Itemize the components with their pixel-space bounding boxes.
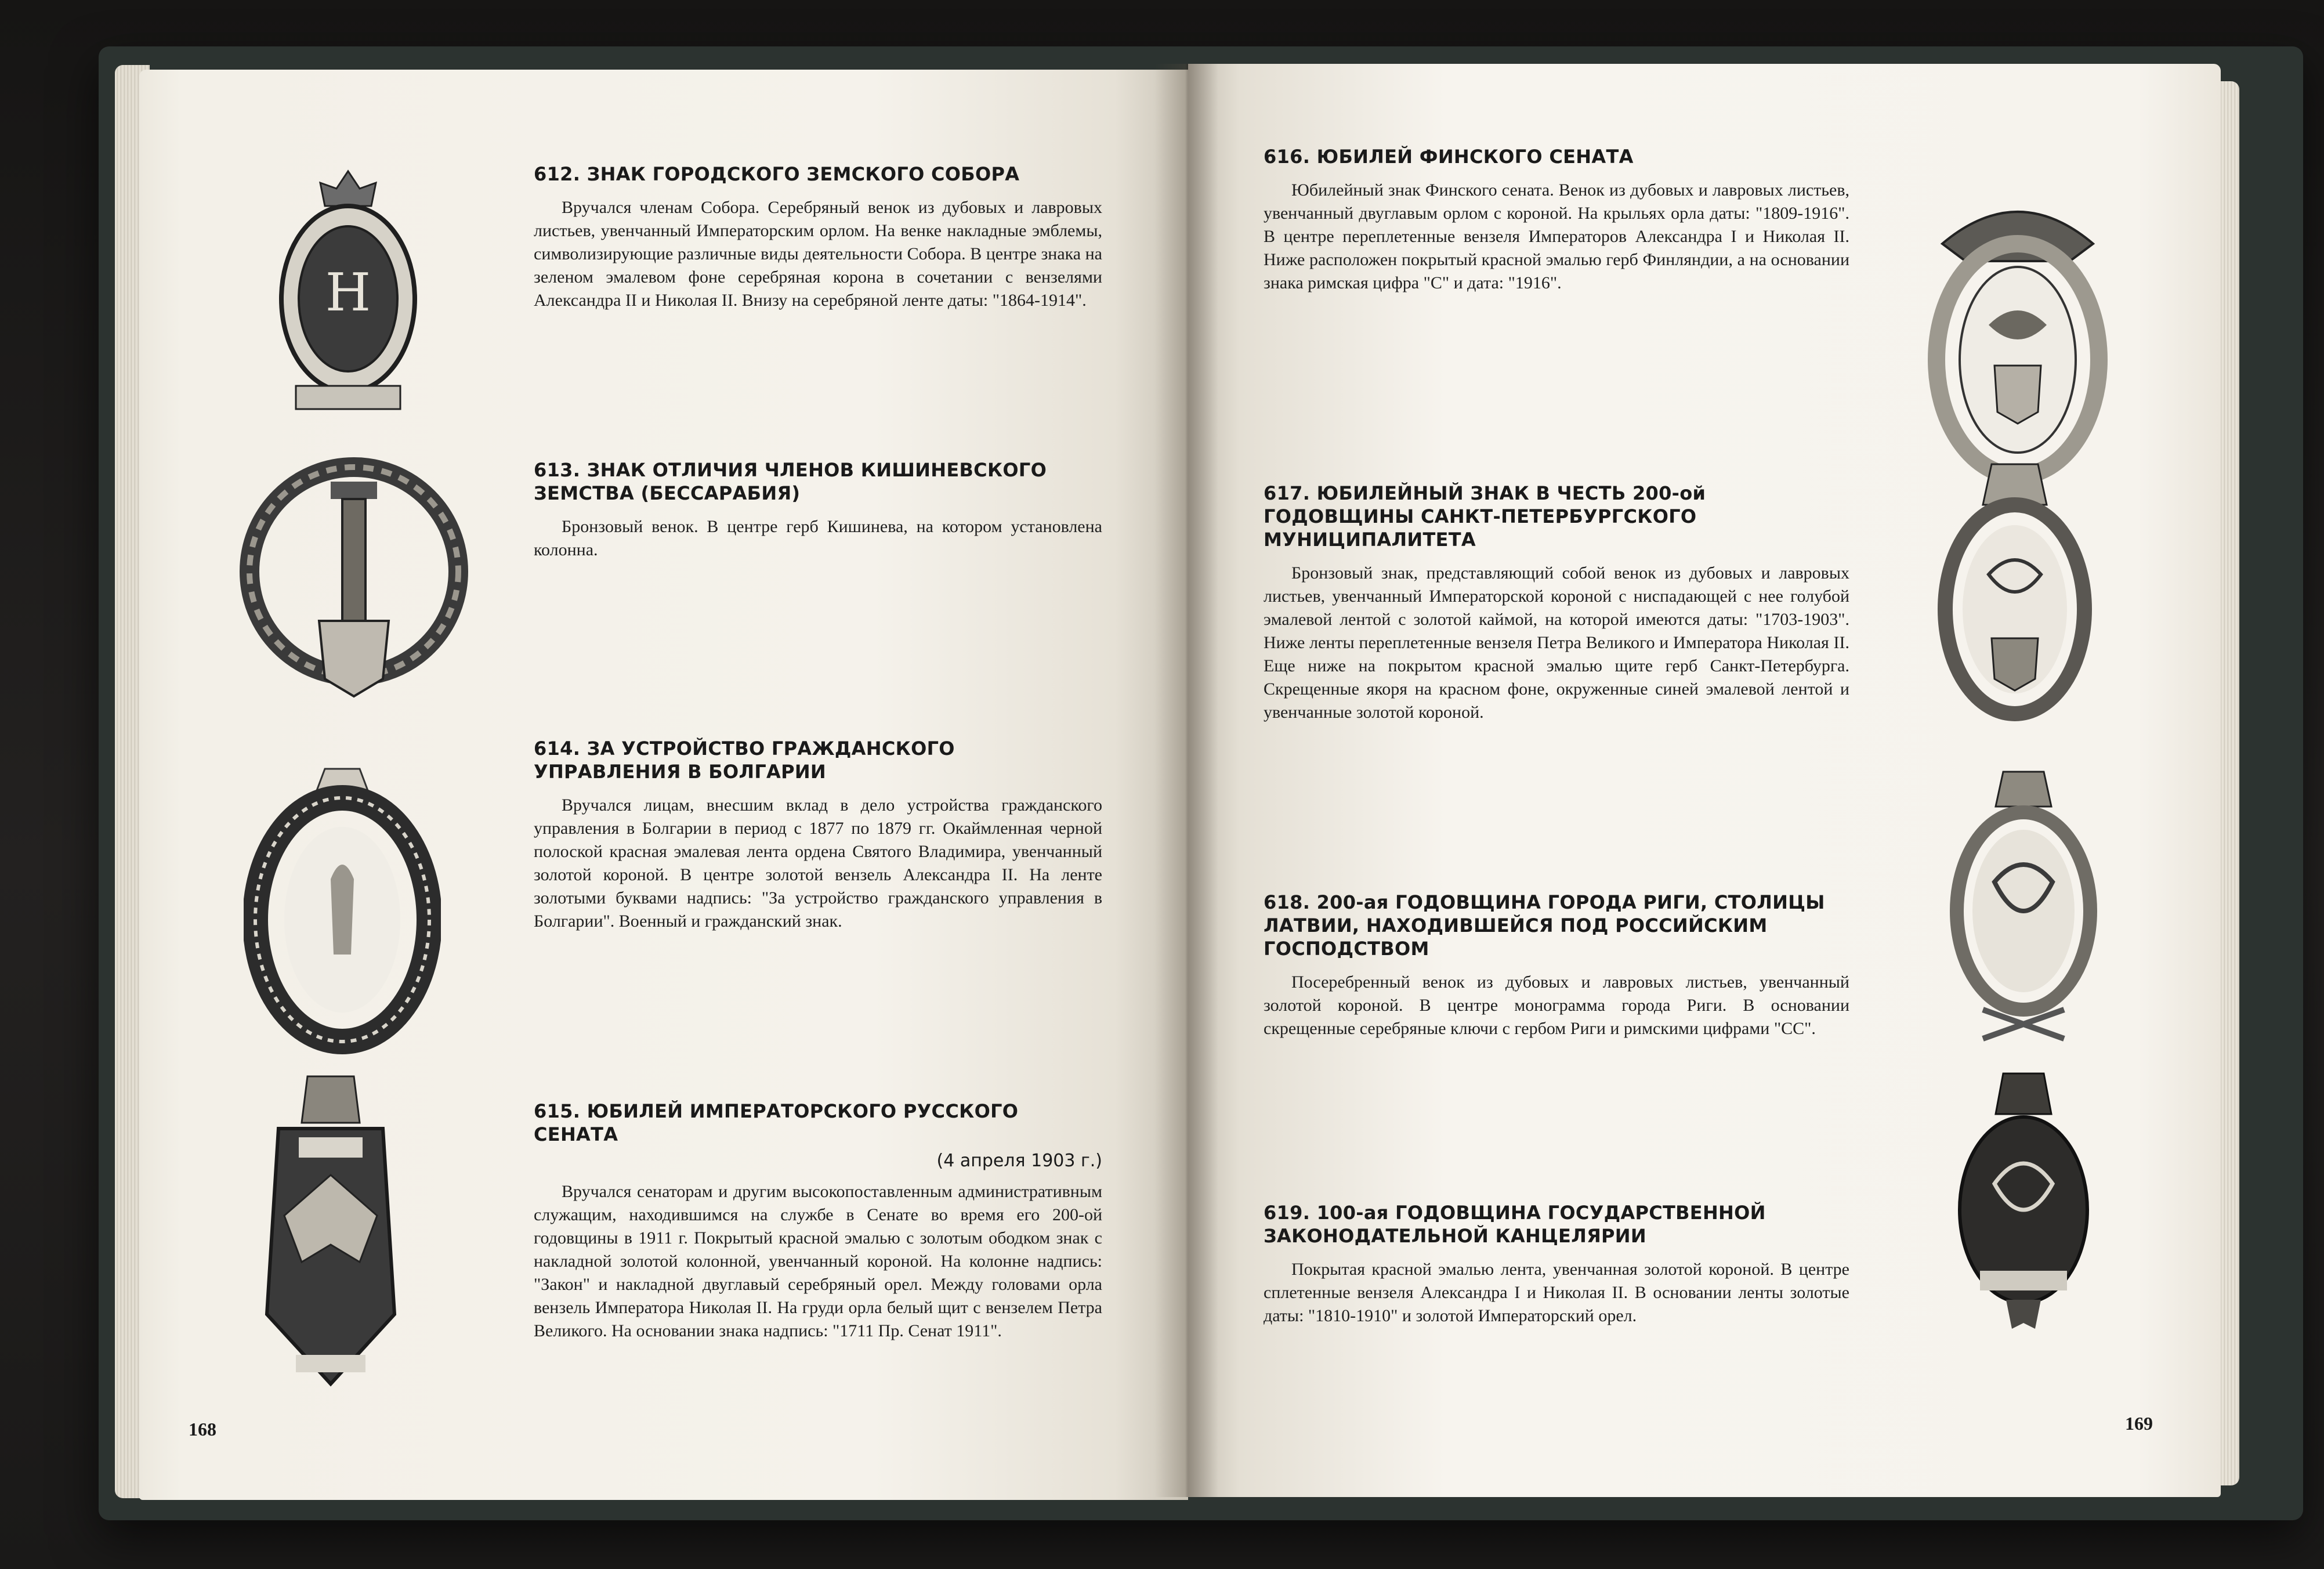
badge-613-image [232,447,476,708]
badge-616-image [1919,191,2116,487]
entry-618-body: Посеребренный венок из дубовых и лавровых листьев, увенчанный золотой короной. В центре монограмма города Риги. В основании скрещенные серебряные ключи с гербом Риги и римскими цифрами "СС". [1264,973,1849,1038]
badge-612-image [273,165,423,421]
badge-619-image [1948,1068,2099,1335]
entry-615 [534,1100,1102,1343]
entry-617-body: Бронзовый знак, представляющий собой венок из дубовых и лавровых листьев, увенчанный Императорской короной с ниспадающей с нее голубой эмалевой лентой с золотой каймой, на которой имеются даты: "1703-1903". Ниже ленты переплетенные вензеля Петра Великого и Императора Николая II. Еще ниже на покрытом красной эмалью щите герб Санкт-Петербурга. Скрещенные якоря на красном фоне, окруженные синей эмалевой лентой и увенчанные золотой короной. [1264,563,1849,722]
left-page [139,70,1188,1500]
entry-614 [534,737,1102,933]
entry-613-title: 613. ЗНАК ОТЛИЧИЯ ЧЛЕНОВ КИШИНЕВСКОГО ЗЕМСТВА (БЕССАРАБИЯ) [534,459,1047,504]
entry-616 [1264,145,1849,295]
entry-614-body: Вручался лицам, внесшим вклад в дело устройства гражданского управления в Болгарии в период с 1877 по 1879 гг. Окаймленная черной полоской красная эмалевая лента ордена Святого Владимира, увенчанный золотой короной. В центре золотой вензель Александра II. На ленте золотыми буквами надпись: "За устройство гражданского управления в Болгарии". Военный и гражданский знак. [534,796,1102,931]
entry-619-title: 619. 100-ая ГОДОВЩИНА ГОСУДАРСТВЕННОЙ ЗАКОНОДАТЕЛЬНОЙ КАНЦЕЛЯРИИ [1264,1202,1766,1247]
badge-615-image [244,1071,418,1396]
entry-612 [534,162,1102,312]
right-page-number: 169 [2125,1413,2153,1434]
entry-619 [1264,1201,1849,1328]
entry-618 [1264,891,1849,1040]
entry-615-subtitle: (4 апреля 1903 г.) [936,1151,1102,1171]
entry-617-title: 617. ЮБИЛЕЙНЫЙ ЗНАК В ЧЕСТЬ 200-ой ГОДОВЩИНЫ САНКТ-ПЕТЕРБУРГСКОГО МУНИЦИПАЛИТЕТА [1264,482,1706,551]
entry-616-body: Юбилейный знак Финского сената. Венок из дубовых и лавровых листьев, увенчанный двуглавым орлом с короной. На крыльях орла даты: "1809-1916". В центре переплетенные вензеля Императоров Александра I и Николая II. Ниже расположен покрытый красной эмалью герб Финляндии, а на основании знака римская цифра "С" и дата: "1916". [1264,180,1849,292]
entry-617 [1264,482,1849,724]
entry-615-title: 615. ЮБИЛЕЙ ИМПЕРАТОРСКОГО РУССКОГО СЕНАТА [534,1100,1019,1145]
entry-612-title: 612. ЗНАК ГОРОДСКОГО ЗЕМСКОГО СОБОРА [534,163,1020,185]
right-page [1188,64,2221,1497]
entry-612-body: Вручался членам Собора. Серебряный венок из дубовых и лавровых листьев, увенчанный Императорским орлом. На венке накладные эмблемы, символизирующие различные виды деятельности Собора. В центре знака на зеленом эмалевом фоне серебряная корона в сочетании с вензелями Александра II и Николая II. Внизу на серебряной ленте даты: "1864-1914". [534,198,1102,310]
entry-616-title: 616. ЮБИЛЕЙ ФИНСКОГО СЕНАТА [1264,146,1634,168]
left-page-number: 168 [189,1419,216,1440]
book-gutter [1154,64,1218,1497]
entry-613-body: Бронзовый венок. В центре герб Кишинева, на котором установлена колонна. [534,517,1102,559]
entry-618-title: 618. 200-ая ГОДОВЩИНА ГОРОДА РИГИ, СТОЛИЦЫ ЛАТВИИ, НАХОДИВШЕЙСЯ ПОД РОССИЙСКИМ ГОСПОДСТВОМ [1264,891,1825,960]
entry-613 [534,458,1102,562]
badge-614-image [244,763,441,1059]
entry-614-title: 614. ЗА УСТРОЙСТВО ГРАЖДАНСКОГО УПРАВЛЕНИЯ В БОЛГАРИИ [534,737,955,783]
entry-619-body: Покрытая красной эмалью лента, увенчанная золотой короной. В центре сплетенные вензеля Александра I и Николая II. В основании ленты золотые даты: "1810-1910" и золотой Императорский орел. [1264,1260,1849,1325]
entry-615-body: Вручался сенаторам и другим высокопоставленным административным служащим, находившимся на службе в Сенате во время его 200-ой годовщины в 1911 г. Покрытый красной эмалью с золотым ободком знак с накладной золотой колонной, увенчанный короной. На колонне надпись: "Закон" и накладной двуглавый серебряный орел. Между головами орла вензель Императора Николая II. На груди орла белый щит с вензелем Петра Великого. На основании знака надпись: "1711 Пр. Сенат 1911". [534,1182,1102,1340]
badge-617-image [1936,458,2093,725]
svg-text:H: H [325,262,371,323]
badge-618-image [1948,766,2099,1044]
